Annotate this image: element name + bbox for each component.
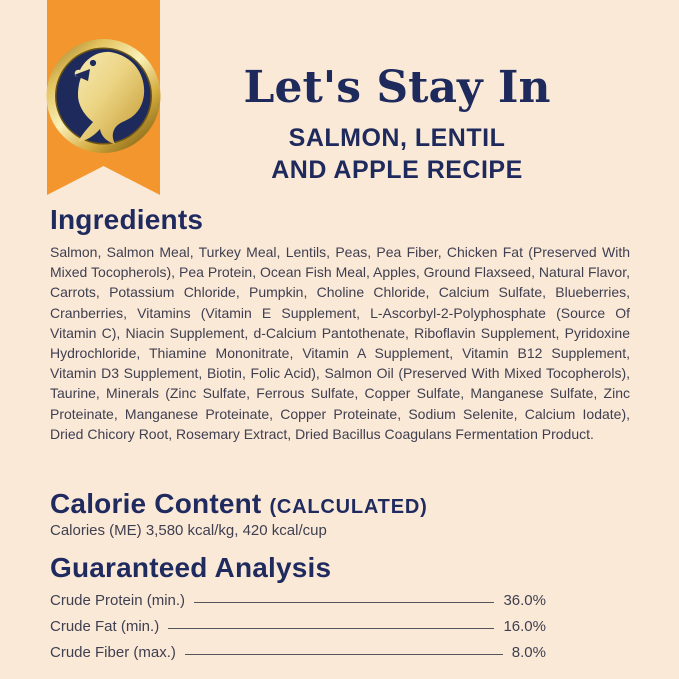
- calorie-content-heading: [50, 487, 428, 524]
- page-title: Let's Stay In: [243, 62, 551, 113]
- calorie-detail: Calories (ME) 3,580 kcal/kg, 420 kcal/cup: [50, 522, 327, 539]
- fish-eye: [90, 60, 96, 66]
- ribbon-banner: [40, 0, 170, 212]
- analysis-value: 16.0%: [503, 617, 546, 635]
- analysis-row-protein: [50, 587, 546, 613]
- analysis-label: Crude Fat (min.): [50, 617, 160, 635]
- leader-line: [168, 628, 494, 629]
- ingredients-text: Salmon, Salmon Meal, Turkey Meal, Lentils, Peas, Pea Fiber, Chicken Fat (Preserved With Mixed Tocopherols), Pea Protein, Ocean Fish Meal, Apples, Ground Flaxseed, Natural Flavor, Carrots, Potassium Chloride, Pumpkin, Choline Chloride, Calcium Sulfate, Blueberries, Cranberries, Vitamins (Vitamin E Supplement, L-Ascorbyl-2-Polyphosphate (Source Of Vitamin C), Niacin Supplement, d-Calcium Pantothenate, Riboflavin Supplement, Pyridoxine Hydrochloride, Thiamine Mononitrate, Vitamin A Supplement, Vitamin B12 Supplement, Vitamin D3 Supplement, Biotin, Folic Acid), Salmon Oil (Preserved With Mixed Tocopherols), Taurine, Minerals (Zinc Sulfate, Ferrous Sulfate, Copper Sulfate, Manganese Sulfate, Zinc Proteinate, Manganese Proteinate, Copper Proteinate, Sodium Selenite, Calcium Iodate), Dried Chicory Root, Rosemary Extract, Dried Bacillus Coagulans Fermentation Product.: [50, 244, 630, 442]
- analysis-label: Crude Protein (min.): [50, 591, 186, 609]
- ingredients-heading: Ingredients: [50, 204, 204, 235]
- recipe-subtitle-line1: SALMON, LENTIL: [288, 124, 506, 152]
- analysis-label: Crude Fiber (max.): [50, 643, 176, 661]
- guaranteed-analysis-table: [50, 587, 546, 665]
- leader-line: [194, 602, 494, 603]
- analysis-row-fiber: [50, 639, 546, 665]
- recipe-subtitle: [187, 122, 607, 186]
- analysis-value: 8.0%: [511, 643, 546, 661]
- analysis-value: 36.0%: [503, 591, 546, 609]
- recipe-subtitle-line2: AND APPLE RECIPE: [271, 156, 523, 184]
- analysis-row-fat: [50, 613, 546, 639]
- leader-line: [185, 654, 503, 655]
- ribbon-medallion-graphic: [40, 0, 170, 212]
- calorie-content-heading-suffix: (CALCULATED): [269, 496, 428, 518]
- guaranteed-analysis-heading: Guaranteed Analysis: [50, 552, 332, 583]
- calorie-content-heading-main: Calorie Content: [50, 488, 262, 519]
